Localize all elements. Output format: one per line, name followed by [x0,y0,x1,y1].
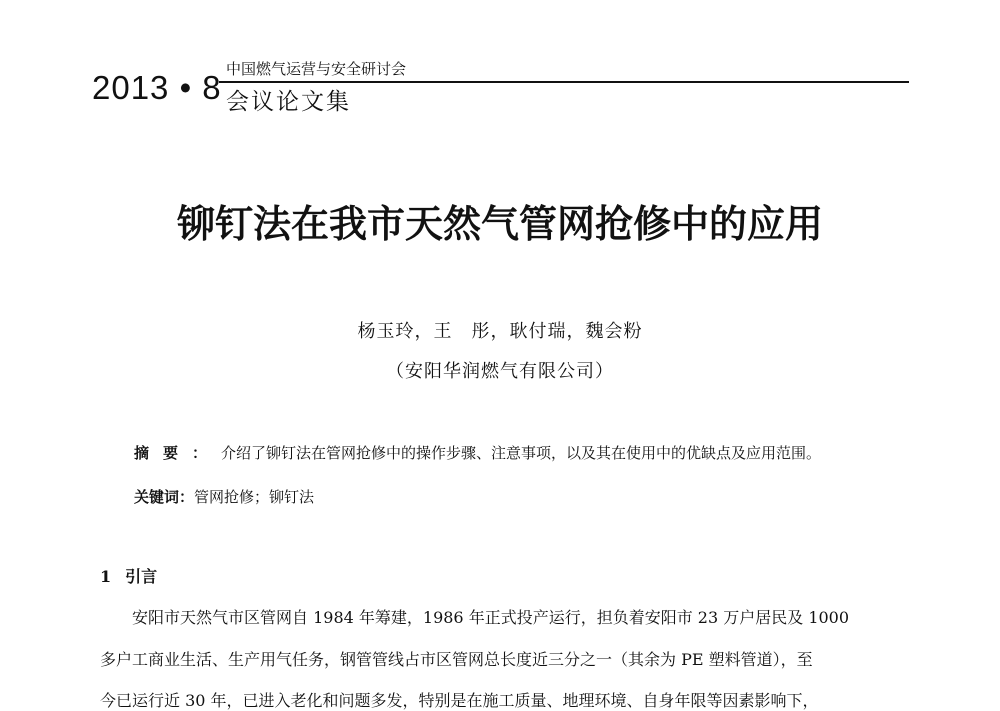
abstract-text: 介绍了铆钉法在管网抢修中的操作步骤、注意事项，以及其在使用中的优缺点及应用范围。 [221,444,822,462]
proceedings-label: 会议论文集 [226,89,351,115]
header-rule [219,81,909,83]
abstract-label: 摘要： [134,444,222,462]
conference-title: 中国燃气运营与安全研讨会 [226,60,407,78]
body-text-line: 多户工商业生活、生产用气任务，钢管管线占市区管网总长度近三分之一（其余为 PE 塑料管道），至 [100,650,813,669]
keywords [134,486,914,508]
keywords-label: 关键词： [134,488,195,506]
paper-authors: 杨玉玲，王 彤，耿付瑞，魏会粉 [357,321,643,342]
paper-title: 铆钉法在我市天然气管网抢修中的应用 [176,202,823,246]
abstract [134,442,914,464]
section-number: 1 [100,567,112,586]
paper-affiliation: （安阳华润燃气有限公司） [386,361,614,382]
journal-year-issue: 2013 • 8 [92,69,222,106]
body-text-line: 今已运行近 30 年，已进入老化和问题多发，特别是在施工质量、地理环境、自身年限等因素影响下， [100,691,819,710]
section-heading [100,566,157,588]
section-title: 引言 [125,567,158,586]
body-text-line: 安阳市天然气市区管网自 1984 年筹建，1986 年正式投产运行，担负着安阳市 23 万户居民及 1000 [132,608,850,627]
keywords-text: 管网抢修；铆钉法 [194,488,315,506]
